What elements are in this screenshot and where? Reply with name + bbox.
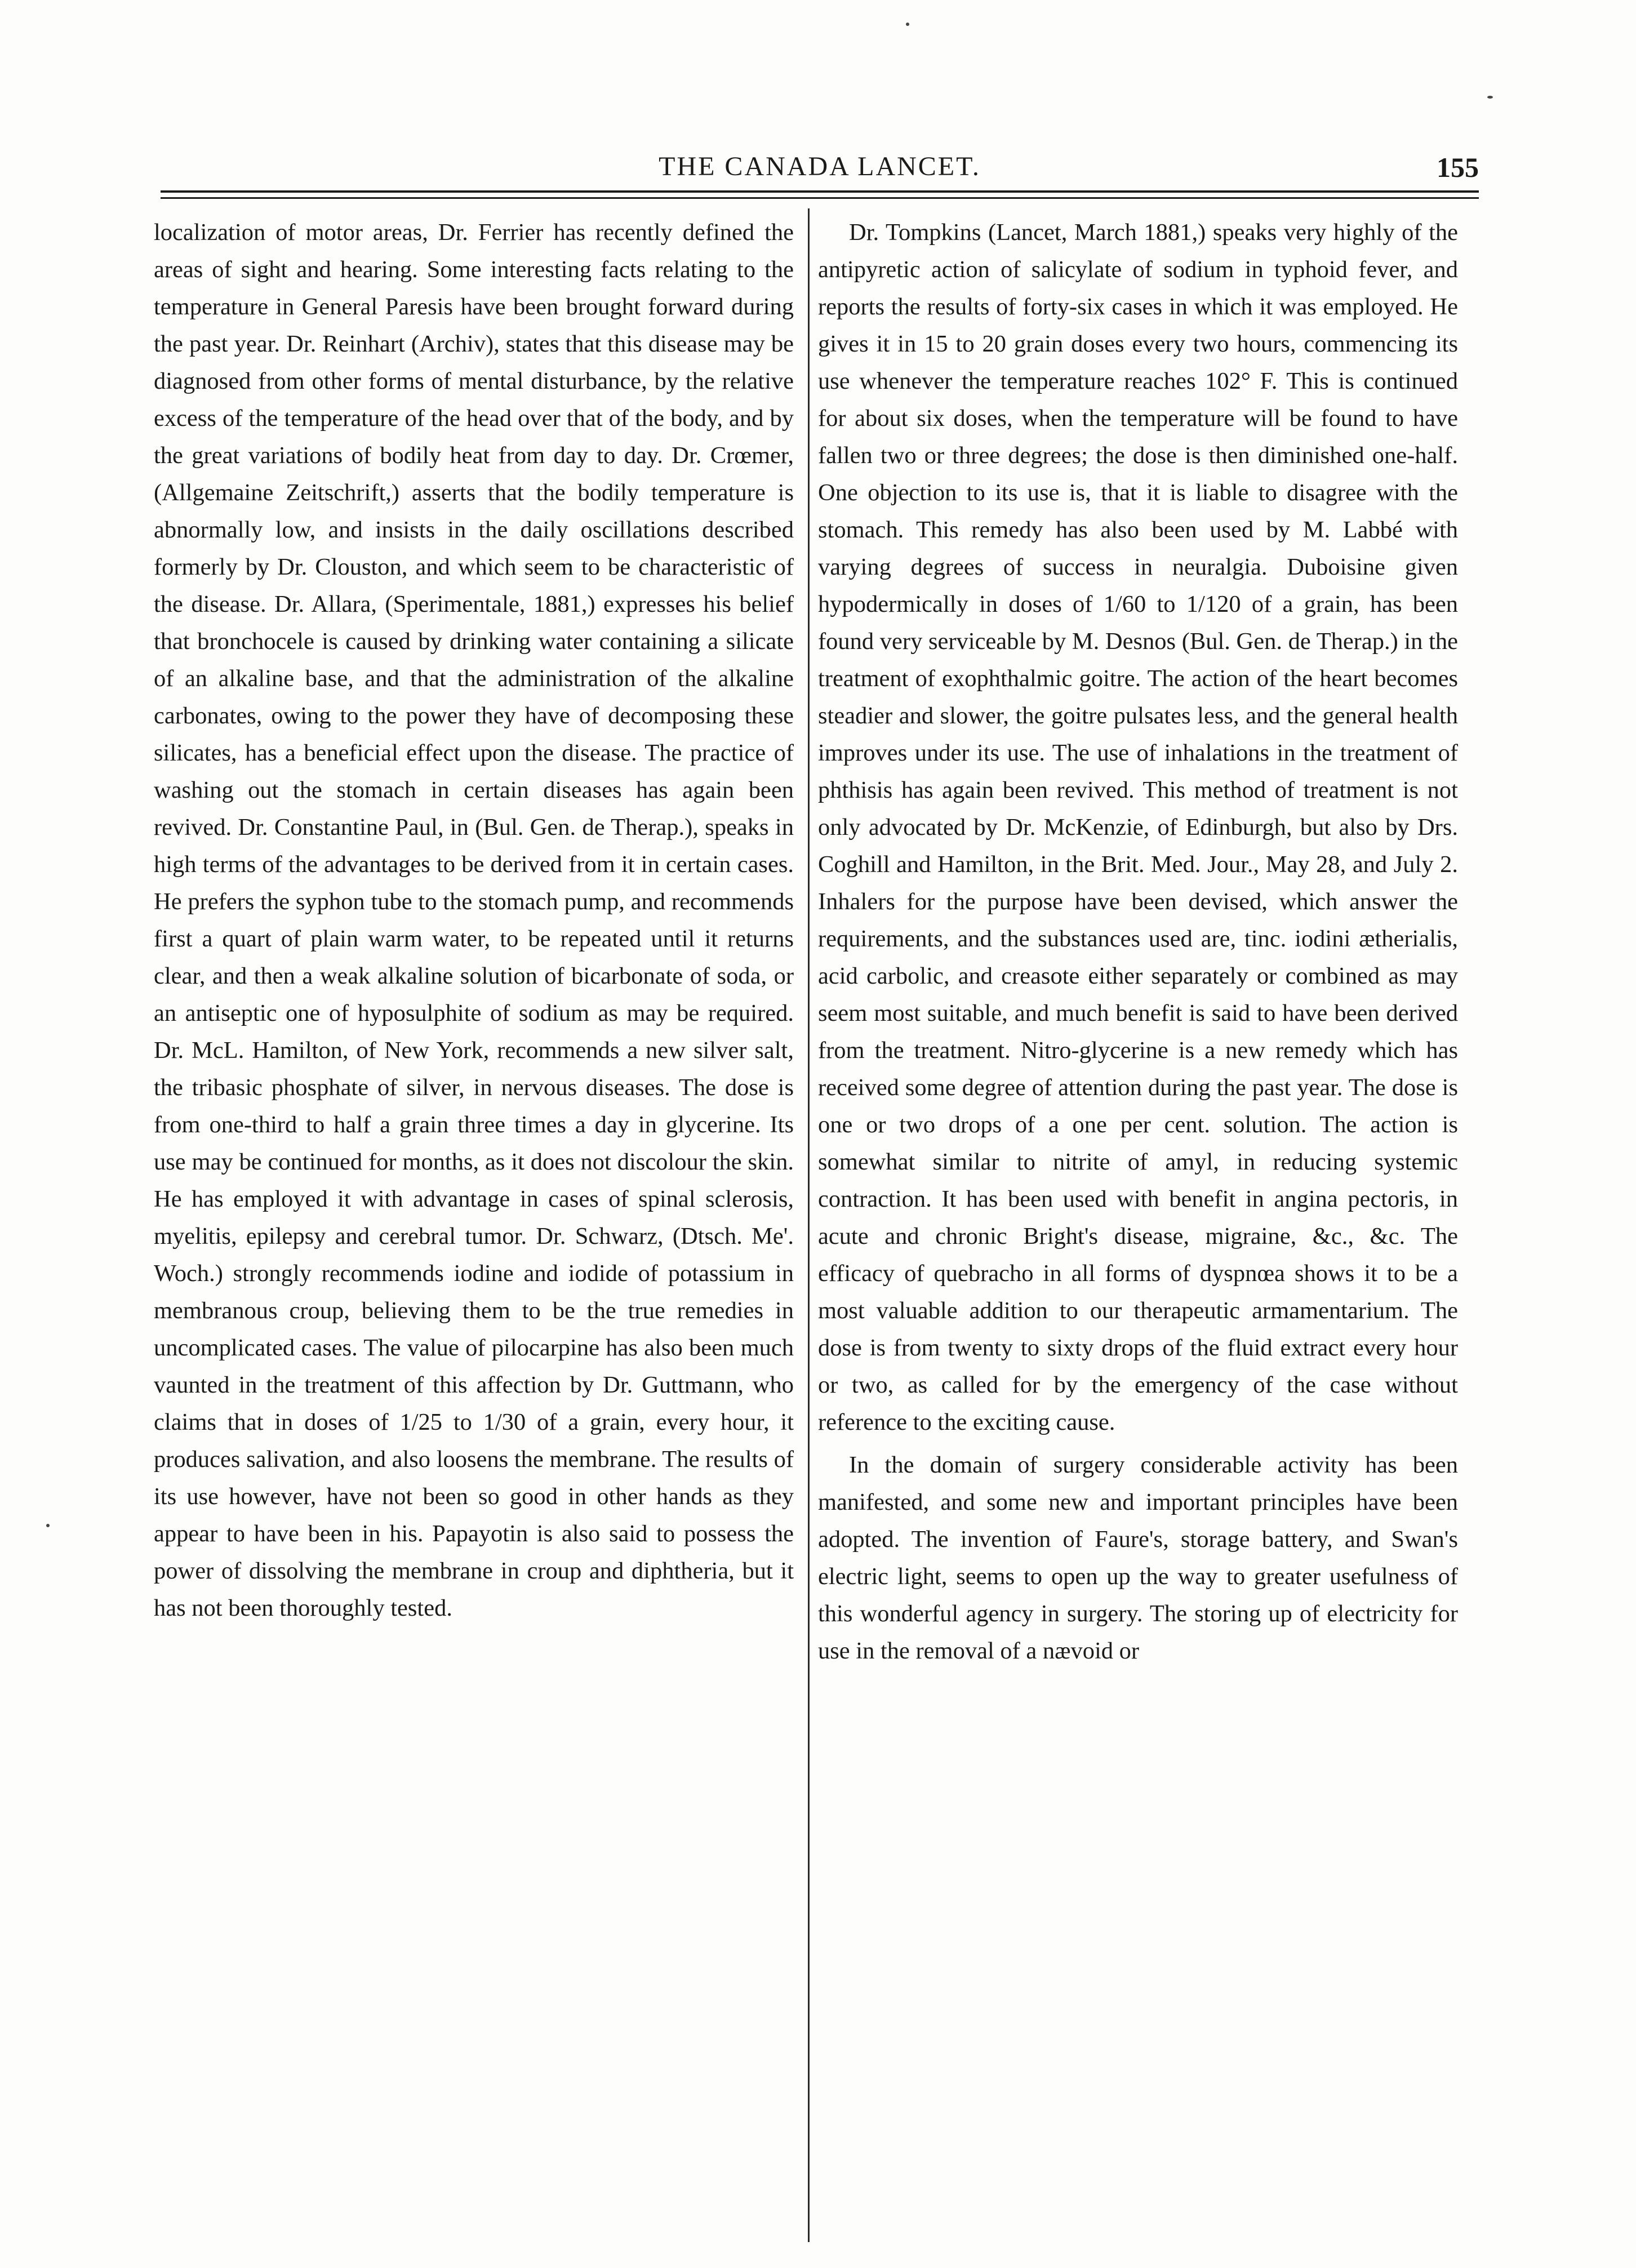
print-speck (1487, 96, 1493, 99)
page-header (161, 151, 1479, 190)
header-rule-bottom (161, 197, 1479, 199)
right-paragraph-1: Dr. Tompkins (Lancet, March 1881,) speaks very highly of the antipyretic action of salicylate of sodium in typhoid fever, and reports the results of forty-six cases in which it was employed. He gives it in 15 to 20 grain doses every two hours, commencing its use whenever the temperature reaches 102° F. This is continued for about six doses, when the temperature will be found to have fallen two or three degrees; the dose is then diminished one-half. One objection to its use is, that it is liable to disagree with the stomach. This remedy has also been used by M. Labbé with varying degrees of success in neuralgia. Duboisine given hypodermically in doses of 1/60 to 1/120 of a grain, has been found very serviceable by M. Desnos (Bul. Gen. de Therap.) in the treatment of exophthalmic goitre. The action of the heart becomes steadier and slower, the goitre pulsates less, and the general health improves under its use. The use of inhalations in the treatment of phthisis has again been revived. This method of treatment is not only advocated by Dr. McKenzie, of Edinburgh, but also by Drs. Coghill and Hamilton, in the Brit. Med. Jour., May 28, and July 2. Inhalers for the purpose have been devised, which answer the requirements, and the substances used are, tinc. iodini ætherialis, acid carbolic, and creasote either separately or combined as may seem most suitable, and much benefit is said to have been derived from the treatment. Nitro-glycerine is a new remedy which has received some degree of attention during the past year. The dose is one or two drops of a one per cent. solution. The action is somewhat similar to nitrite of amyl, in reducing systemic contraction. It has been used with benefit in angina pectoris, in acute and chronic Bright's disease, migraine, &c., &c. The efficacy of quebracho in all forms of dyspnœa shows it to be a most valuable addition to our therapeutic armamentarium. The dose is from twenty to sixty drops of the fluid extract every hour or two, as called for by the emergency of the case without reference to the exciting cause. (818, 219, 1458, 1435)
left-column (154, 214, 794, 1627)
right-paragraph-2: In the domain of surgery considerable activity has been manifested, and some new and important principles have been adopted. The invention of Faure's, storage battery, and Swan's electric light, seems to open up the way to greater usefulness of this wonderful agency in surgery. The storing up of electricity for use in the removal of a nævoid or (818, 1452, 1458, 1664)
print-speck (46, 1524, 50, 1527)
header-rule-top (161, 190, 1479, 193)
right-column (818, 214, 1458, 1670)
running-title: THE CANADA LANCET. (659, 152, 981, 181)
print-speck (906, 23, 909, 26)
left-paragraph-1: localization of motor areas, Dr. Ferrier has recently defined the areas of sight and hearing. Some interesting facts relating to the temperature in General Paresis have been brought forward during the past year. Dr. Reinhart (Archiv), states that this disease may be diagnosed from other forms of mental disturbance, by the relative excess of the temperature of the head over that of the body, and by the great variations of bodily heat from day to day. Dr. Crœmer, (Allgemaine Zeitschrift,) asserts that the bodily temperature is abnormally low, and insists in the daily oscillations described formerly by Dr. Clouston, and which seem to be characteristic of the disease. Dr. Allara, (Sperimentale, 1881,) expresses his belief that bronchocele is caused by drinking water containing a silicate of an alkaline base, and that the administration of the alkaline carbonates, owing to the power they have of decomposing these silicates, has a beneficial effect upon the disease. The practice of washing out the stomach in certain diseases has again been revived. Dr. Constantine Paul, in (Bul. Gen. de Therap.), speaks in high terms of the advantages to be derived from it in certain cases. He prefers the syphon tube to the stomach pump, and recommends first a quart of plain warm water, to be repeated until it returns clear, and then a weak alkaline solution of bicarbonate of soda, or an antiseptic one of hyposulphite of sodium as may be required. Dr. McL. Hamilton, of New York, recommends a new silver salt, the tribasic phosphate of silver, in nervous diseases. The dose is from one-third to half a grain three times a day in glycerine. Its use may be continued for months, as it does not discolour the skin. He has employed it with advantage in cases of spinal sclerosis, myelitis, epilepsy and cerebral tumor. Dr. Schwarz, (Dtsch. Me'. Woch.) strongly recommends iodine and iodide of potassium in membranous croup, believing them to be the true remedies in uncomplicated cases. The value of pilocarpine has also been much vaunted in the treatment of this affection by Dr. Guttmann, who claims that in doses of 1/25 to 1/30 of a grain, every hour, it produces salivation, and also loosens the membrane. The results of its use however, have not been so good in other hands as they appear to have been in his. Papayotin is also said to possess the power of dissolving the membrane in croup and diphtheria, but it has not been thoroughly tested. (154, 219, 794, 1621)
column-divider (808, 208, 810, 2242)
page-number: 155 (1437, 152, 1479, 183)
